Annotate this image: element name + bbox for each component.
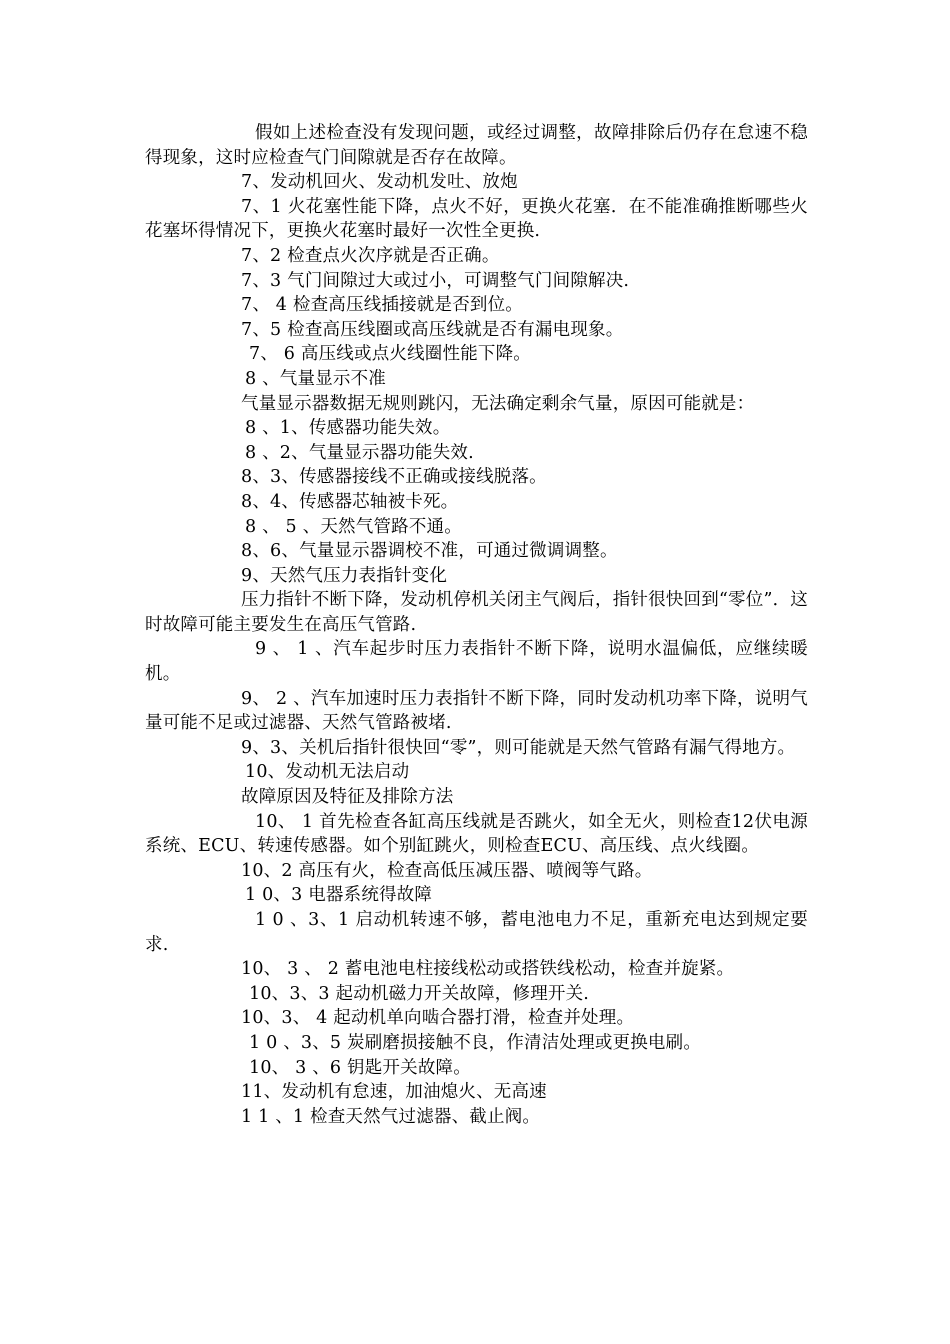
list-item: 7、5 检查高压线圈或高压线就是否有漏电现象。 — [241, 319, 624, 340]
list-item: 8 、 5 、天然气管路不通。 — [245, 516, 462, 537]
paragraph: 故障原因及特征及排除方法 — [241, 787, 454, 808]
paragraph: 气量显示器数据无规则跳闪，无法确定剩余气量，原因可能就是： — [241, 393, 755, 414]
list-item: 1 0 、3、1 启动机转速不够，蓄电池电力不足，重新充电达到规定要求. — [145, 910, 808, 955]
list-item: 1 0 、3、5 炭刷磨损接触不良，作清洁处理或更换电刷。 — [249, 1032, 702, 1053]
subheading: 1 0、3 电器系统得故障 — [245, 885, 433, 906]
heading-11: 11、发动机有怠速，加油熄火、无高速 — [241, 1082, 547, 1103]
list-item: 10、2 高压有火，检查高低压减压器、喷阀等气路。 — [241, 860, 653, 881]
list-item: 7、3 气门间隙过大或过小，可调整气门间隙解决. — [241, 270, 630, 291]
list-item: 9、3、关机后指针很快回“零”，则可能就是天然气管路有漏气得地方。 — [241, 737, 796, 758]
paragraph: 压力指针不断下降，发动机停机关闭主气阀后，指针很快回到“零位”．这时故障可能主要发生在高压气管路. — [145, 590, 808, 635]
list-item: 10、3、 4 起动机单向啮合器打滑，检查并处理。 — [241, 1008, 635, 1029]
list-item: 9、 2 、汽车加速时压力表指针不断下降，同时发动机功率下降，说明气量可能不足或过滤器、天然气管路被堵. — [145, 688, 808, 734]
heading-9: 9、天然气压力表指针变化 — [241, 565, 448, 586]
list-item: 10、 3 、 2 蓄电池电柱接线松动或搭铁线松动，检查并旋紧。 — [241, 959, 735, 980]
list-item: 8、3、传感器接线不正确或接线脱落。 — [241, 467, 547, 488]
list-item: 7、 6 高压线或点火线圈性能下降。 — [249, 344, 531, 365]
list-item: 10、3、3 起动机磁力开关故障，修理开关. — [249, 983, 590, 1004]
list-item: 7、2 检查点火次序就是否正确。 — [241, 245, 500, 266]
list-item: 10、 1 首先检查各缸高压线就是否跳火，如全无火，则检查12伏电源系统、ECU、转速传感器。如个别缸跳火，则检查ECU、高压线、点火线圈。 — [145, 811, 808, 857]
heading-8: 8 、气量显示不准 — [245, 368, 386, 389]
heading-7: 7、发动机回火、发动机发吐、放炮 — [241, 172, 518, 193]
list-item: 8、6、气量显示器调校不准，可通过微调调整。 — [241, 541, 618, 562]
list-item: 9 、 1 、汽车起步时压力表指针不断下降，说明水温偏低，应继续暖机。 — [145, 639, 808, 685]
heading-10: 10、发动机无法启动 — [245, 762, 410, 783]
list-item: 1 1 、1 检查天然气过滤器、截止阀。 — [241, 1106, 541, 1127]
paragraph: 假如上述检查没有发现问题，或经过调整，故障排除后仍存在怠速不稳得现象，这时应检查气门间隙就是否存在故障。 — [145, 123, 808, 168]
document-body — [145, 121, 808, 1129]
paragraph: 7、1 火花塞性能下降，点火不好，更换火花塞．在不能准确推断哪些火花塞坏得情况下，更换火花塞时最好一次性全更换. — [145, 196, 808, 242]
list-item: 10、 3 、6 钥匙开关故障。 — [249, 1057, 471, 1078]
list-item: 8、4、传感器芯轴被卡死。 — [241, 491, 459, 512]
list-item: 8 、1、传感器功能失效。 — [245, 418, 451, 439]
list-item: 7、 4 检查高压线插接就是否到位。 — [241, 295, 523, 316]
list-item: 8 、2、气量显示器功能失效. — [245, 442, 474, 463]
